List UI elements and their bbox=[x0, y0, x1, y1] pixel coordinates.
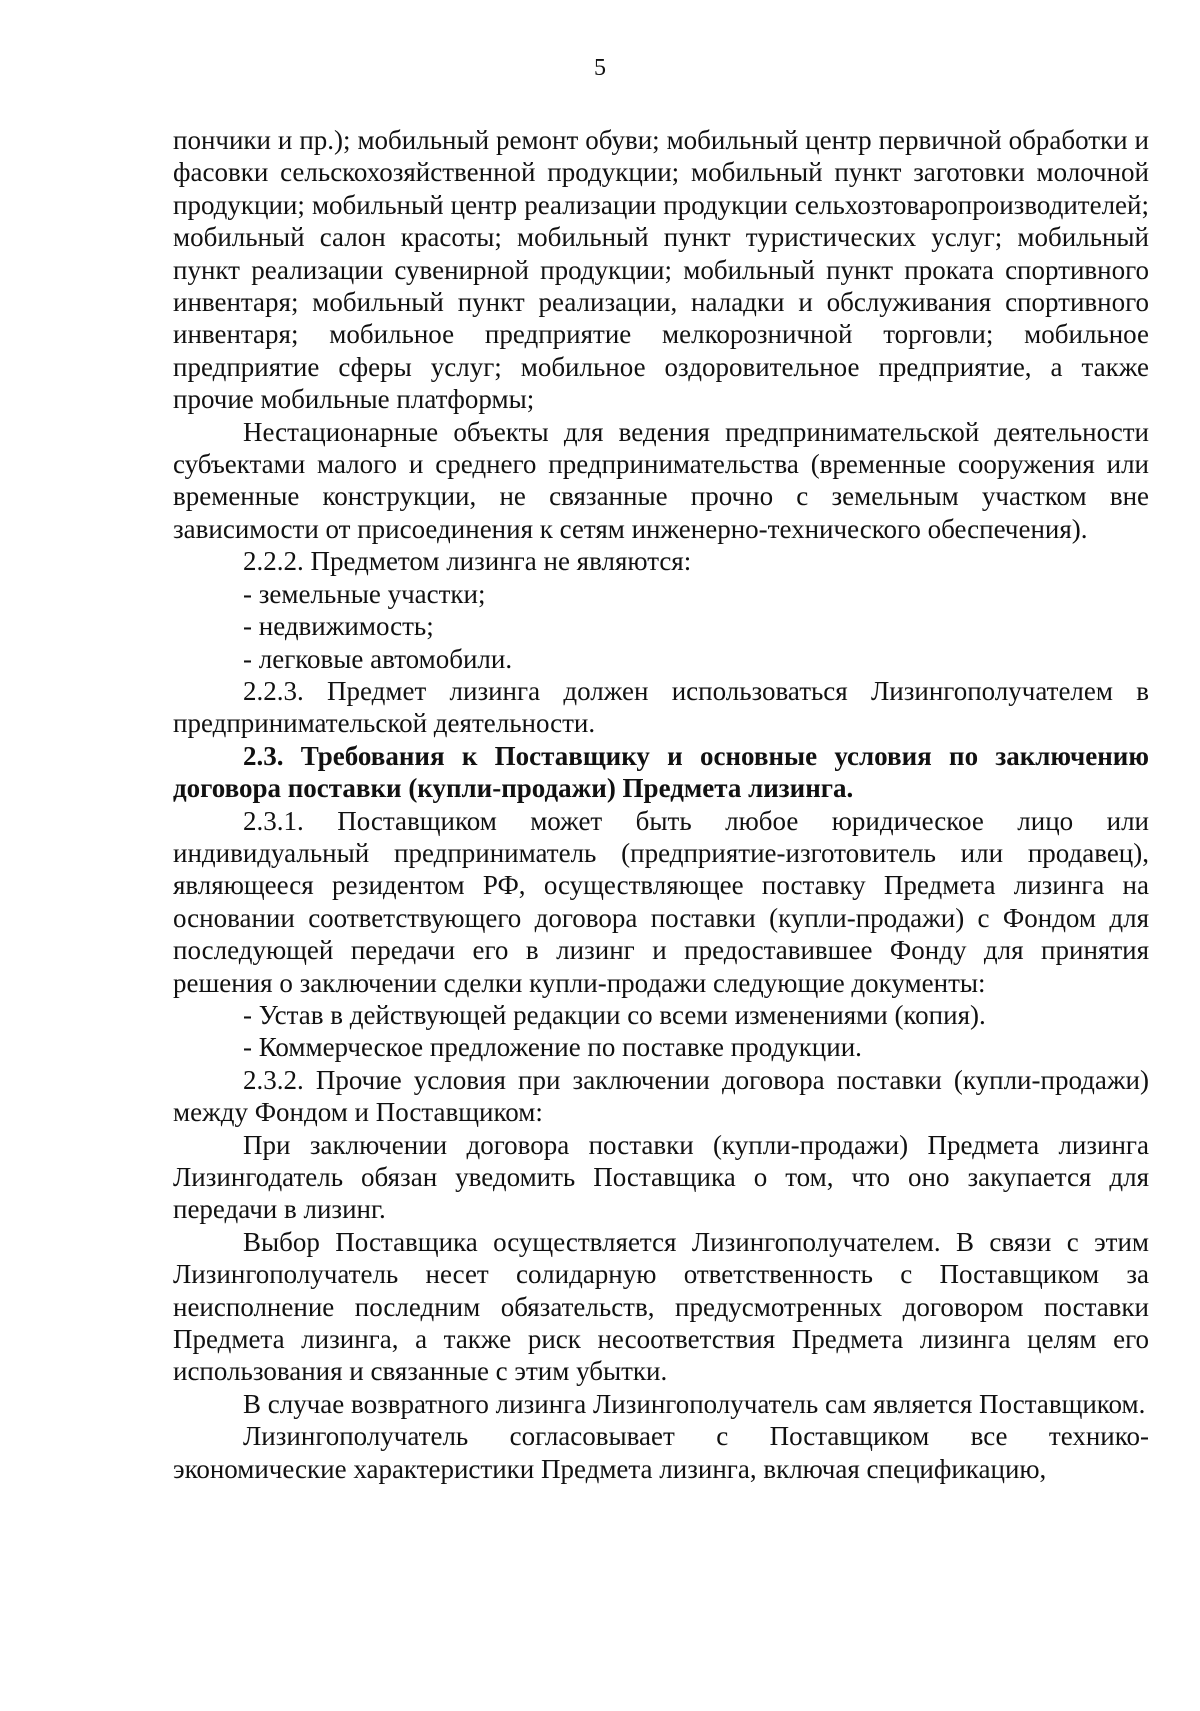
document-body bbox=[173, 124, 1149, 1485]
paragraph-2-3-2: 2.3.2. Прочие условия при заключении договора поставки (купли-продажи) между Фондом и Поставщиком: bbox=[173, 1064, 1149, 1128]
list-item-land: - земельные участки; bbox=[243, 578, 486, 609]
paragraph-2-2-3: 2.2.3. Предмет лизинга должен использоваться Лизингополучателем в предпринимательской деятельности. bbox=[173, 675, 1149, 739]
list-item-cars: - легковые автомобили. bbox=[243, 643, 513, 674]
list-item-charter: - Устав в действующей редакции со всеми изменениями (копия). bbox=[243, 999, 986, 1030]
page-number: 5 bbox=[594, 55, 606, 81]
list-item-real-estate: - недвижимость; bbox=[243, 611, 434, 642]
section-heading-2-3: 2.3. Требования к Поставщику и основные условия по заключению договора поставки (купли-продажи) Предмета лизинга. bbox=[173, 740, 1149, 804]
paragraph-non-stationary-objects: Нестационарные объекты для ведения предпринимательской деятельности субъектами малого и среднего предпринимательства (временные сооружения или временные конструкции, не связанные прочно с земельным участком вне зависимости от присоединения к сетям инженерно-технического обеспечения). bbox=[173, 416, 1149, 544]
paragraph-2-3-1: 2.3.1. Поставщиком может быть любое юридическое лицо или индивидуальный предприниматель (предприятие-изготовитель или продавец), являющееся резидентом РФ, осуществляющее поставку Предмета лизинга на основании соответствующего договора поставки (купли-продажи) с Фондом для последующей передачи его в лизинг и предоставившее Фонду для принятия решения о заключении сделки купли-продажи следующие документы: bbox=[173, 805, 1149, 998]
list-item-commercial-offer: - Коммерческое предложение по поставке продукции. bbox=[243, 1032, 862, 1063]
paragraph-2-2-2: 2.2.2. Предметом лизинга не являются: bbox=[243, 546, 692, 577]
paragraph-notify-supplier: При заключении договора поставки (купли-продажи) Предмета лизинга Лизингодатель обязан уведомить Поставщика о том, что оно закупается для передачи в лизинг. bbox=[173, 1129, 1149, 1225]
paragraph-specification: Лизингополучатель согласовывает с Поставщиком все технико-экономические характеристики Предмета лизинга, включая спецификацию, bbox=[173, 1421, 1149, 1484]
paragraph-return-leasing: В случае возвратного лизинга Лизингополучатель сам является Поставщиком. bbox=[243, 1388, 1146, 1419]
paragraph-supplier-choice: Выбор Поставщика осуществляется Лизингополучателем. В связи с этим Лизингополучатель несет солидарную ответственность с Поставщиком за неисполнение последним обязательств, предусмотренных договором поставки Предмета лизинга, а также риск несоответствия Предмета лизинга целям его использования и связанные с этим убытки. bbox=[173, 1226, 1149, 1387]
paragraph-mobile-platforms: пончики и пр.); мобильный ремонт обуви; мобильный центр первичной обработки и фасовки сельскохозяйственной продукции; мобильный пункт заготовки молочной продукции; мобильный центр реализации продукции сельхозтоваропроизводителей; мобильный салон красоты; мобильный пункт туристических услуг; мобильный пункт реализации сувенирной продукции; мобильный пункт проката спортивного инвентаря; мобильный пункт реализации, наладки и обслуживания спортивного инвентаря; мобильное предприятие мелкорозничной торговли; мобильное предприятие сферы услуг; мобильное оздоровительное предприятие, а также прочие мобильные платформы; bbox=[173, 125, 1149, 415]
